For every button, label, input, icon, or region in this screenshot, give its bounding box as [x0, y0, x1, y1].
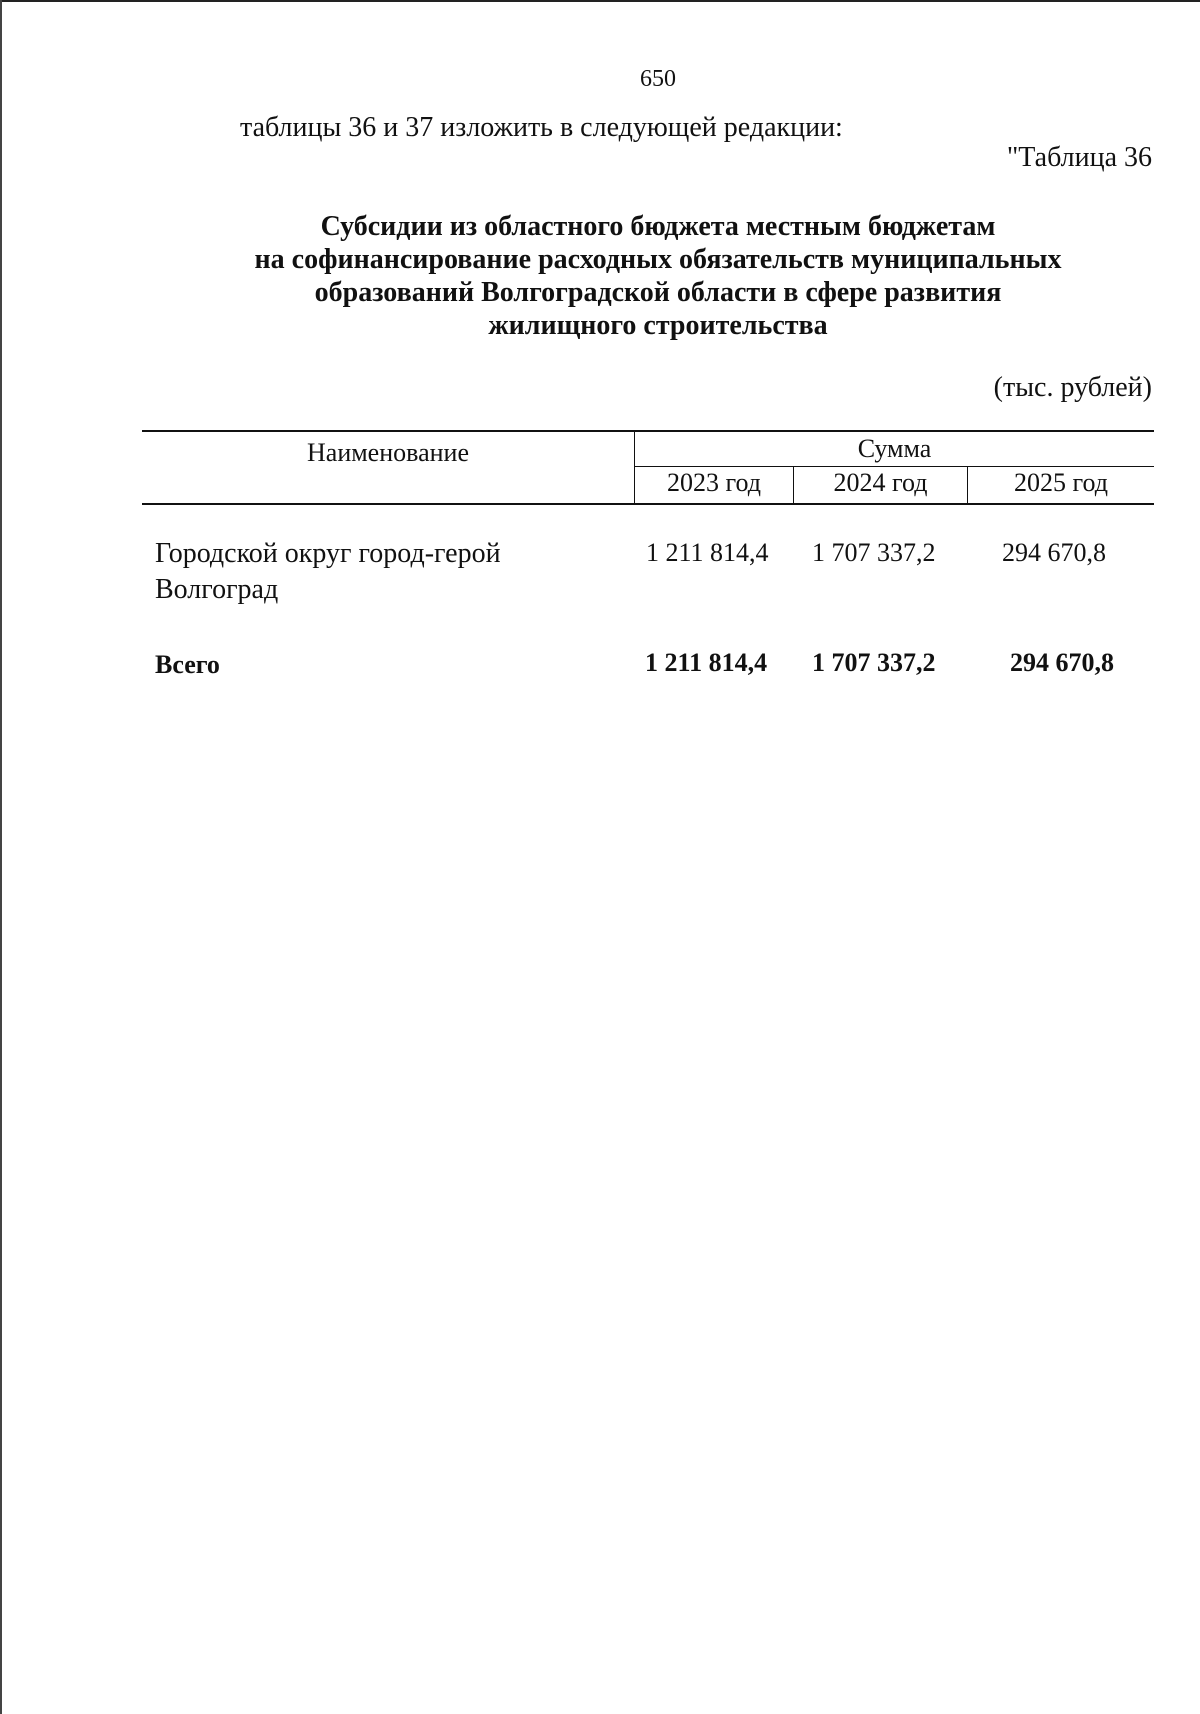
total-2023: 1 211 814,4: [645, 648, 768, 677]
title-line: образований Волгоградской области в сфере развития: [314, 277, 1002, 308]
title-line: на софинансирование расходных обязательств муниципальных: [254, 244, 1062, 275]
header-name: Наименование: [307, 438, 469, 467]
title-line: Субсидии из областного бюджета местным бюджетам: [320, 211, 996, 242]
title-line: жилищного строительства: [488, 310, 828, 341]
header-year-2025: 2025 год: [1014, 468, 1108, 497]
table-row-name: Городской округ город-герой Волгоград: [155, 538, 501, 605]
header-year-2024: 2024 год: [833, 468, 928, 497]
intro-text: таблицы 36 и 37 изложить в следующей редакции:: [240, 112, 843, 143]
table-top-rule: [142, 430, 1154, 432]
page-number: 650: [640, 66, 676, 92]
table-cell-2023: 1 211 814,4: [646, 538, 769, 567]
header-bottom-rule: [142, 503, 1154, 505]
header-year-2023: 2023 год: [667, 468, 761, 497]
document-title: [0, 210, 1200, 342]
table-cell-2025: 294 670,8: [1002, 538, 1106, 567]
sum-header-rule: [634, 466, 1154, 467]
scan-edge-top: [0, 0, 1200, 2]
total-2025: 294 670,8: [1010, 648, 1114, 677]
units-label: (тыс. рублей): [993, 372, 1152, 403]
table-label: "Таблица 36: [1006, 142, 1152, 173]
total-2024: 1 707 337,2: [812, 648, 936, 677]
header-sum: Сумма: [857, 434, 932, 463]
table-cell-2024: 1 707 337,2: [812, 538, 936, 567]
total-label: Всего: [155, 650, 220, 679]
